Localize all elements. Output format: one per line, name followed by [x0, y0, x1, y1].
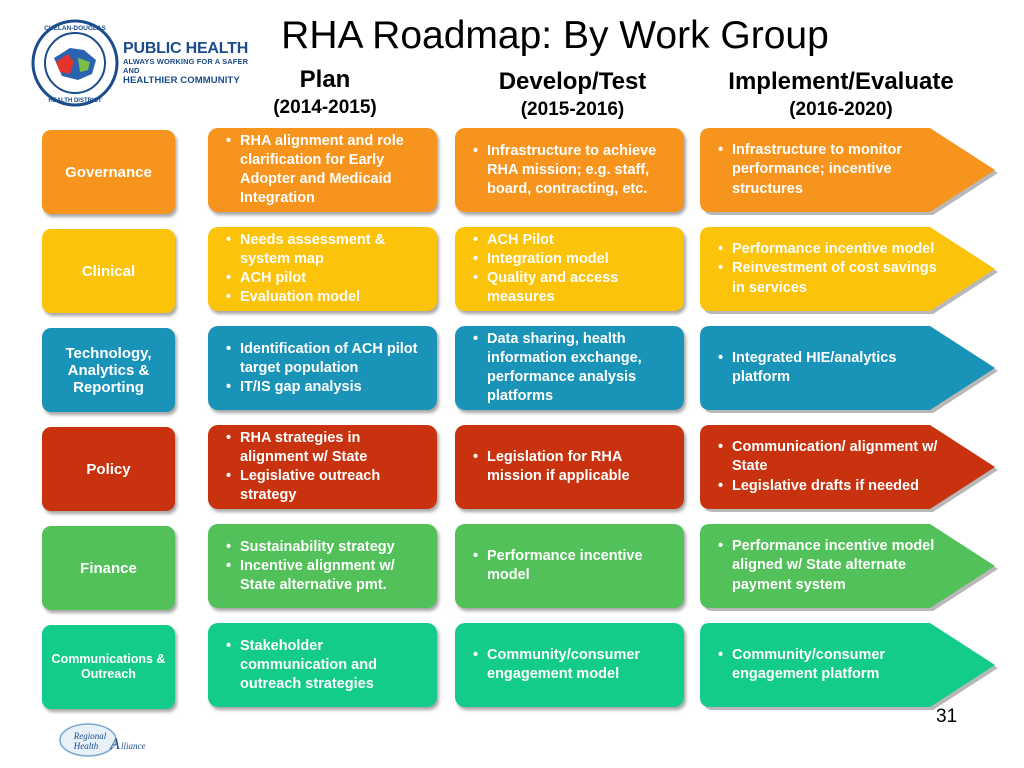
work-group-label: Finance	[80, 559, 137, 577]
implement-arrow-technology-analytics-reporting	[700, 326, 995, 410]
bullet-item: • Sustainability strategy	[240, 538, 427, 557]
plan-box-technology-analytics-reporting	[208, 326, 437, 410]
bullet-item: • Stakeholder communication and outreach strategies	[240, 637, 427, 694]
column-header-implement	[700, 68, 982, 122]
bullet-item: • Performance incentive model aligned w/ State alternate payment system	[732, 537, 938, 596]
plan-box-policy	[208, 425, 437, 509]
bullet-list	[469, 547, 674, 585]
page-number: 31	[936, 706, 958, 727]
bullet-list	[222, 340, 427, 397]
bullet-list	[222, 231, 427, 307]
bullet-item: • RHA strategies in alignment w/ State	[240, 429, 427, 467]
svg-text:HEALTH DISTRICT: HEALTH DISTRICT	[48, 98, 102, 104]
bullet-item: • IT/IS gap analysis	[240, 378, 427, 397]
implement-text	[712, 623, 938, 707]
bullet-list	[469, 330, 674, 406]
column-years: (2014-2015)	[273, 97, 377, 118]
bullet-list	[469, 448, 674, 486]
work-group-communications-outreach	[42, 625, 175, 709]
bullet-item: • Integrated HIE/analytics platform	[732, 349, 938, 388]
bullet-item: • Infrastructure to achieve RHA mission; e.g. staff, board, contracting, etc.	[487, 142, 674, 199]
bullet-item: • Incentive alignment w/ State alternative pmt.	[240, 557, 427, 595]
bullet-list	[712, 349, 938, 388]
bullet-item: • RHA alignment and role clarification for Early Adopter and Medicaid Integration	[240, 132, 427, 208]
regional-health-alliance-logo	[58, 720, 168, 762]
bullet-list	[712, 537, 938, 596]
bullet-item: • Evaluation model	[240, 288, 427, 307]
bullet-item: • Data sharing, health information exchange, performance analysis platforms	[487, 330, 674, 406]
bullet-item: • Legislative drafts if needed	[732, 477, 938, 497]
logo-tagline-2: HEALTHIER COMMUNITY	[123, 75, 240, 86]
logo-tagline-1: ALWAYS WORKING FOR A SAFER AND	[123, 57, 249, 75]
implement-text	[712, 524, 938, 608]
logo-main-text: PUBLIC HEALTH	[123, 40, 249, 57]
bullet-list	[469, 646, 674, 684]
bullet-list	[469, 231, 674, 307]
column-years: (2016-2020)	[789, 99, 893, 120]
work-group-label: Communications & Outreach	[51, 652, 166, 681]
plan-box-clinical	[208, 227, 437, 311]
develop-box-communications-outreach	[455, 623, 684, 707]
column-name: Plan	[299, 66, 351, 93]
work-group-governance	[42, 130, 175, 214]
bullet-item: • Integration model	[487, 250, 674, 269]
public-health-logo	[30, 18, 249, 108]
footer-logo-letter: A	[110, 736, 120, 753]
implement-text	[712, 227, 938, 311]
bullet-item: • Legislative outreach strategy	[240, 467, 427, 505]
develop-box-governance	[455, 128, 684, 212]
implement-arrow-finance	[700, 524, 995, 608]
bullet-item: • Communication/ alignment w/ State	[732, 438, 938, 477]
implement-arrow-communications-outreach	[700, 623, 995, 707]
bullet-item: • Community/consumer engagement model	[487, 646, 674, 684]
work-group-finance	[42, 526, 175, 610]
bullet-item: • Performance incentive model	[732, 240, 938, 260]
implement-text	[712, 425, 938, 509]
plan-box-finance	[208, 524, 437, 608]
work-group-policy	[42, 427, 175, 511]
develop-box-policy	[455, 425, 684, 509]
bullet-list	[712, 240, 938, 299]
column-name: Develop/Test	[498, 68, 647, 95]
work-group-clinical	[42, 229, 175, 313]
plan-box-communications-outreach	[208, 623, 437, 707]
footer-logo-line3: lliance	[121, 741, 146, 751]
bullet-item: • Reinvestment of cost savings in services	[732, 259, 938, 298]
chelan-douglas-seal-icon	[30, 18, 120, 108]
work-group-technology-analytics-reporting	[42, 328, 175, 412]
bullet-list	[469, 142, 674, 199]
work-group-label: Governance	[65, 163, 152, 181]
column-years: (2015-2016)	[520, 99, 625, 120]
bullet-item: • Performance incentive model	[487, 547, 674, 585]
work-group-label: Clinical	[81, 262, 136, 280]
implement-arrow-clinical	[700, 227, 995, 311]
bullet-list	[222, 132, 427, 208]
implement-text	[712, 326, 938, 410]
footer-logo-line2: Health	[73, 741, 99, 751]
column-header-develop	[455, 68, 690, 122]
bullet-item: • Legislation for RHA mission if applicable	[487, 448, 674, 486]
bullet-item: • Identification of ACH pilot target population	[240, 340, 427, 378]
bullet-list	[222, 538, 427, 595]
develop-box-technology-analytics-reporting	[455, 326, 684, 410]
work-group-label: Technology, Analytics & Reporting	[65, 344, 152, 396]
bullet-list	[712, 646, 938, 685]
bullet-list	[222, 637, 427, 694]
column-name: Implement/Evaluate	[728, 68, 954, 95]
develop-box-clinical	[455, 227, 684, 311]
column-header-plan	[210, 66, 440, 120]
footer-logo-line1: Regional	[73, 731, 107, 741]
bullet-list	[222, 429, 427, 505]
implement-arrow-governance	[700, 128, 995, 212]
bullet-item: • Community/consumer engagement platform	[732, 646, 938, 685]
develop-box-finance	[455, 524, 684, 608]
bullet-item: • Quality and access measures	[487, 269, 674, 307]
implement-arrow-policy	[700, 425, 995, 509]
bullet-item: • ACH pilot	[240, 269, 427, 288]
bullet-item: • ACH Pilot	[487, 231, 674, 250]
bullet-list	[712, 141, 938, 200]
implement-text	[712, 128, 938, 212]
plan-box-governance	[208, 128, 437, 212]
bullet-list	[712, 438, 938, 497]
alliance-logo-icon	[58, 720, 168, 762]
page-title: RHA Roadmap: By Work Group	[281, 14, 829, 57]
svg-text:CHELAN-DOUGLAS: CHELAN-DOUGLAS	[44, 25, 106, 32]
bullet-item: • Needs assessment & system map	[240, 231, 427, 269]
work-group-label: Policy	[86, 460, 131, 478]
bullet-item: • Infrastructure to monitor performance; incentive structures	[732, 141, 938, 200]
